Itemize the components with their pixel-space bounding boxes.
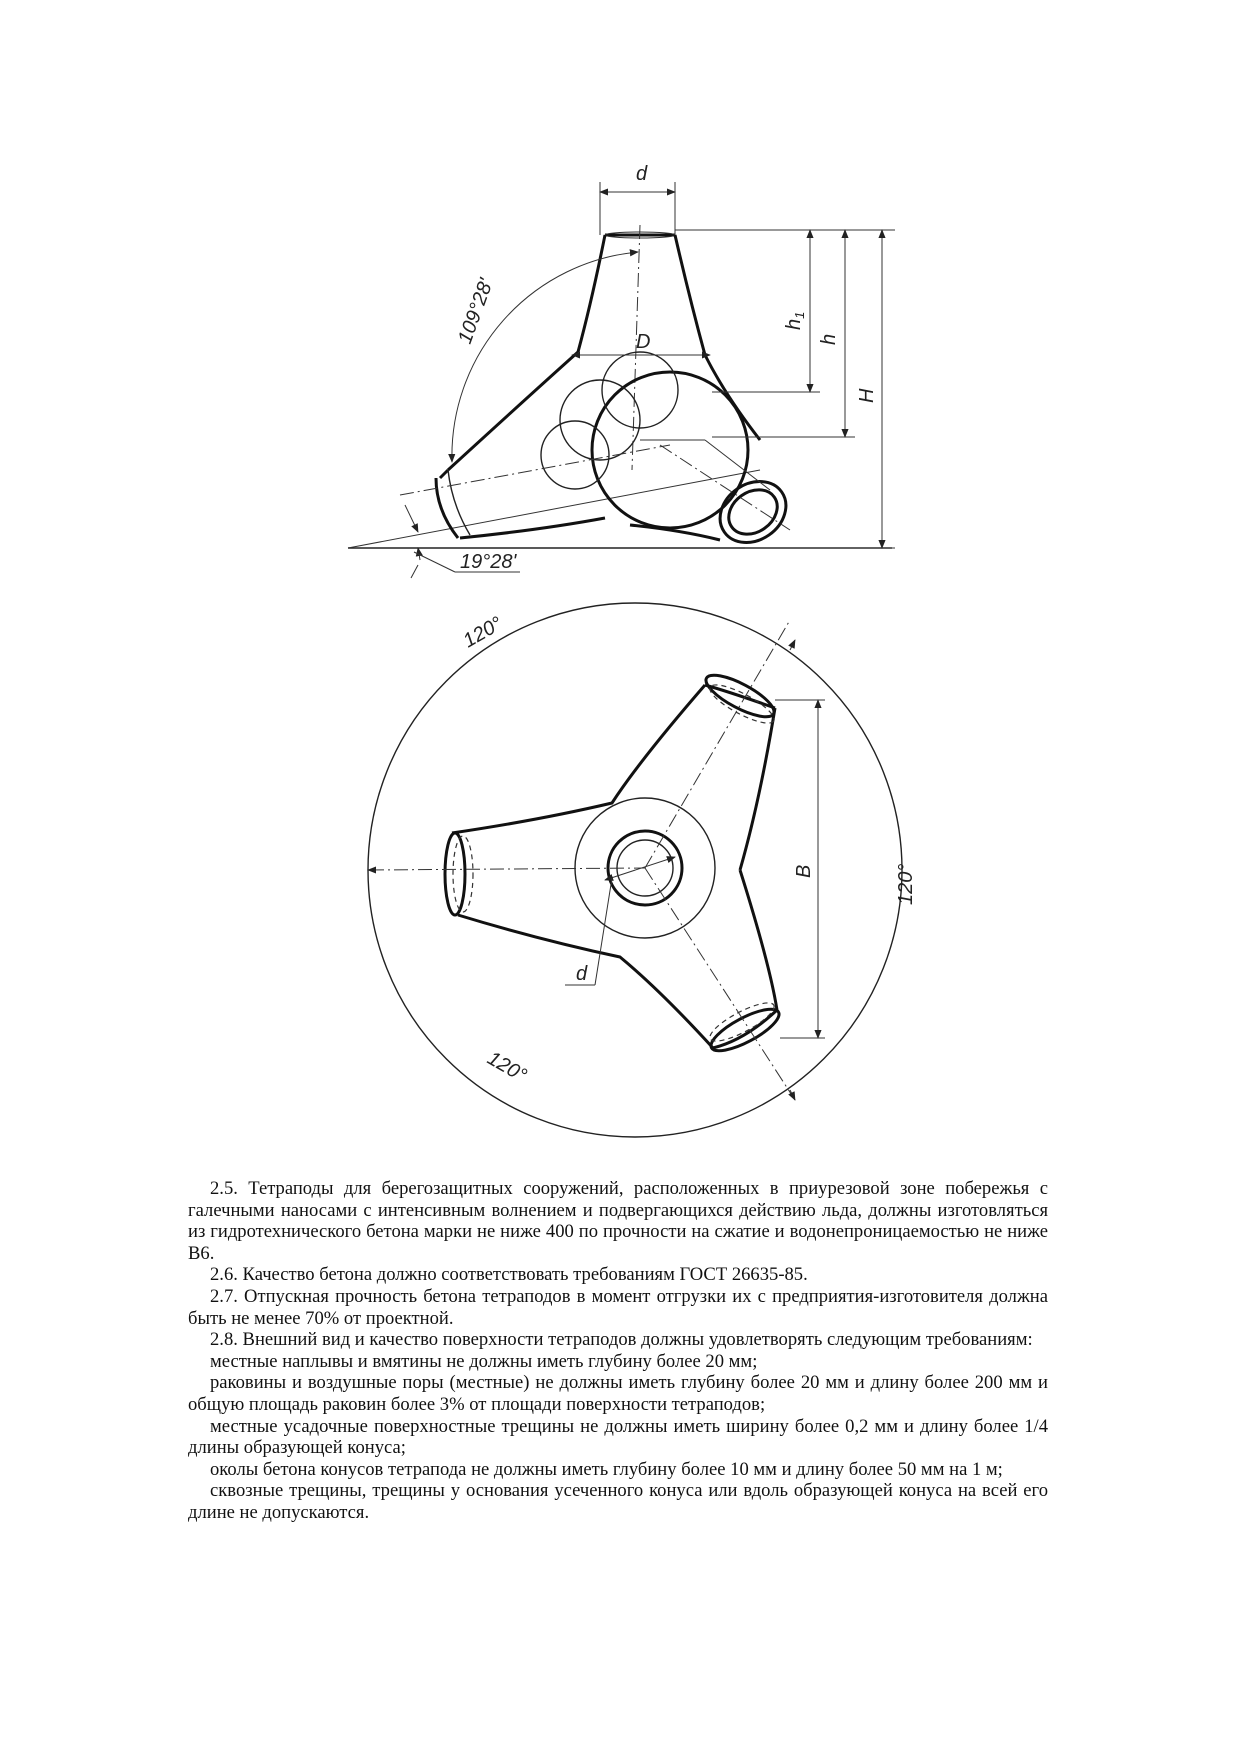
- requirement-item: околы бетона конусов тетрапода не должны иметь глубину более 10 мм и длину более 50 мм на 1 м;: [210, 1458, 1003, 1480]
- angle-109-label: 109°28': [454, 275, 498, 347]
- dim-h1-label: $h_1$: [783, 311, 807, 330]
- top-view: [368, 603, 917, 1137]
- angle-120-bottom-label: 120°: [483, 1047, 531, 1088]
- dim-h-label: h: [818, 333, 840, 345]
- requirement-item: местные наплывы и вмятины не должны иметь глубину более 20 мм;: [210, 1350, 758, 1372]
- dim-B-label: B: [793, 864, 815, 878]
- dim-D-label: D: [636, 331, 651, 353]
- left-cone: [400, 352, 670, 538]
- angle-120-top-label: 120°: [459, 612, 507, 653]
- top-dim-d-label: d: [576, 963, 588, 985]
- paragraph-2-8: 2.8. Внешний вид и качество поверхности тетраподов должны удовлетворять следующим требованиям:: [210, 1329, 1033, 1351]
- dim-d-label: d: [636, 163, 648, 185]
- requirement-item: местные усадочные поверхностные трещины не должны иметь ширину более 0,2 мм и длину более 1/4 длины образующей конуса;: [188, 1415, 1048, 1459]
- dim-H-label: H: [856, 388, 878, 403]
- requirement-item: сквозные трещины, трещины у основания усеченного конуса или вдоль образующей конуса на всей его длине не допускаются.: [188, 1480, 1048, 1523]
- angle-19-label: 19°28': [460, 551, 517, 573]
- paragraph-2-5: 2.5. Тетраподы для берегозащитных сооружений, расположенных в приурезовой зоне побережья с галечными наносами с интенсивным волнением и подвергающихся действию льда, должны изготовляться из гидротехнического бетона марки не ниже 400 по прочности на сжатие и водонепроницаемостью не ниже B6.: [188, 1178, 1048, 1264]
- paragraph-2-7: 2.7. Отпускная прочность бетона тетраподов в момент отгрузки их с предприятия-изготовителя должна быть не менее 70% от проектной.: [188, 1285, 1048, 1329]
- requirement-item: раковины и воздушные поры (местные) не должны иметь глубину более 20 мм и длину более 200 мм и общую площадь раковин более 3% от площади поверхности тетраподов;: [188, 1372, 1048, 1415]
- paragraph-2-6: 2.6. Качество бетона должно соответствовать требованиям ГОСТ 26635-85.: [210, 1264, 808, 1286]
- angle-120-right-label: 120°: [895, 863, 917, 905]
- side-view: [348, 163, 895, 578]
- requirements-text: [188, 1178, 1048, 1524]
- tetrapod-plan-outline: [445, 668, 784, 1059]
